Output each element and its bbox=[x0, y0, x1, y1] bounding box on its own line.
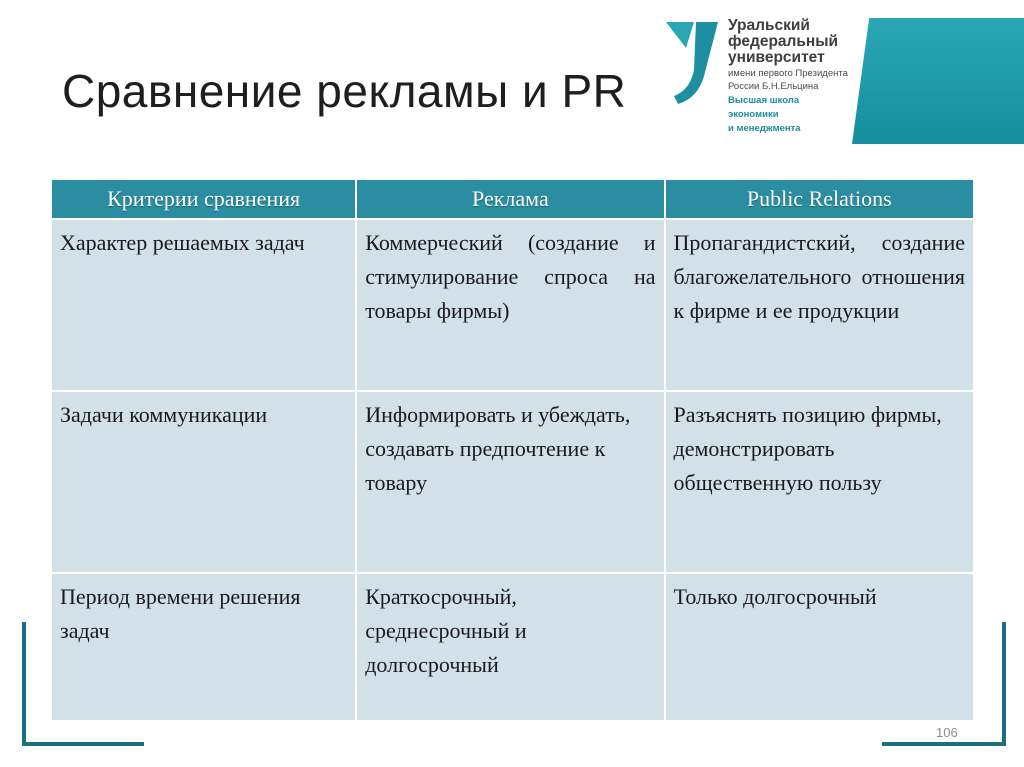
corner-bracket-left bbox=[22, 622, 144, 746]
page-number: 106 bbox=[936, 725, 958, 740]
logo-name-line2: федеральный bbox=[728, 33, 839, 50]
cell-advertising: Информировать и убеждать, создавать предпочтение к товару bbox=[356, 391, 664, 573]
table-row bbox=[51, 573, 974, 721]
cell-pr: Пропагандистский, создание благожелательного отношения к фирме и ее продукции bbox=[665, 219, 974, 391]
logo-text bbox=[728, 18, 848, 134]
logo-school-line3: и менеджмента bbox=[728, 123, 801, 134]
logo-name-line1: Уральский bbox=[728, 17, 810, 34]
cell-advertising: Коммерческий (создание и стимулирование спроса на товары фирмы) bbox=[356, 219, 664, 391]
slide-title: Сравнение рекламы и PR bbox=[62, 65, 627, 117]
cell-criterion: Задачи коммуникации bbox=[51, 391, 356, 573]
cell-criterion: Характер решаемых задач bbox=[51, 219, 356, 391]
logo-school-line1: Высшая школа bbox=[728, 95, 800, 106]
logo-subtitle-line2: России Б.Н.Ельцина bbox=[728, 81, 819, 92]
cell-pr: Разъяснять позицию фирмы, демонстрировать общественную пользу bbox=[665, 391, 974, 573]
header-pr: Public Relations bbox=[665, 179, 974, 219]
logo-subtitle-line1: имени первого Президента bbox=[728, 68, 848, 79]
header-criteria: Критерии сравнения bbox=[51, 179, 356, 219]
cell-pr: Только долгосрочный bbox=[665, 573, 974, 721]
header-advertising: Реклама bbox=[356, 179, 664, 219]
logo-name-line3: университет bbox=[728, 49, 825, 66]
university-logo bbox=[664, 18, 1024, 144]
comparison-table bbox=[50, 178, 975, 722]
cell-criterion: Период времени решения задач bbox=[51, 573, 356, 721]
cell-advertising: Краткосрочный, среднесрочный и долгосрочный bbox=[356, 573, 664, 721]
logo-school-line2: экономики bbox=[728, 109, 779, 120]
table-header-row bbox=[51, 179, 974, 219]
ural-university-emblem-icon bbox=[664, 18, 722, 108]
logo-teal-band bbox=[852, 18, 1024, 144]
table-row bbox=[51, 391, 974, 573]
table-row bbox=[51, 219, 974, 391]
